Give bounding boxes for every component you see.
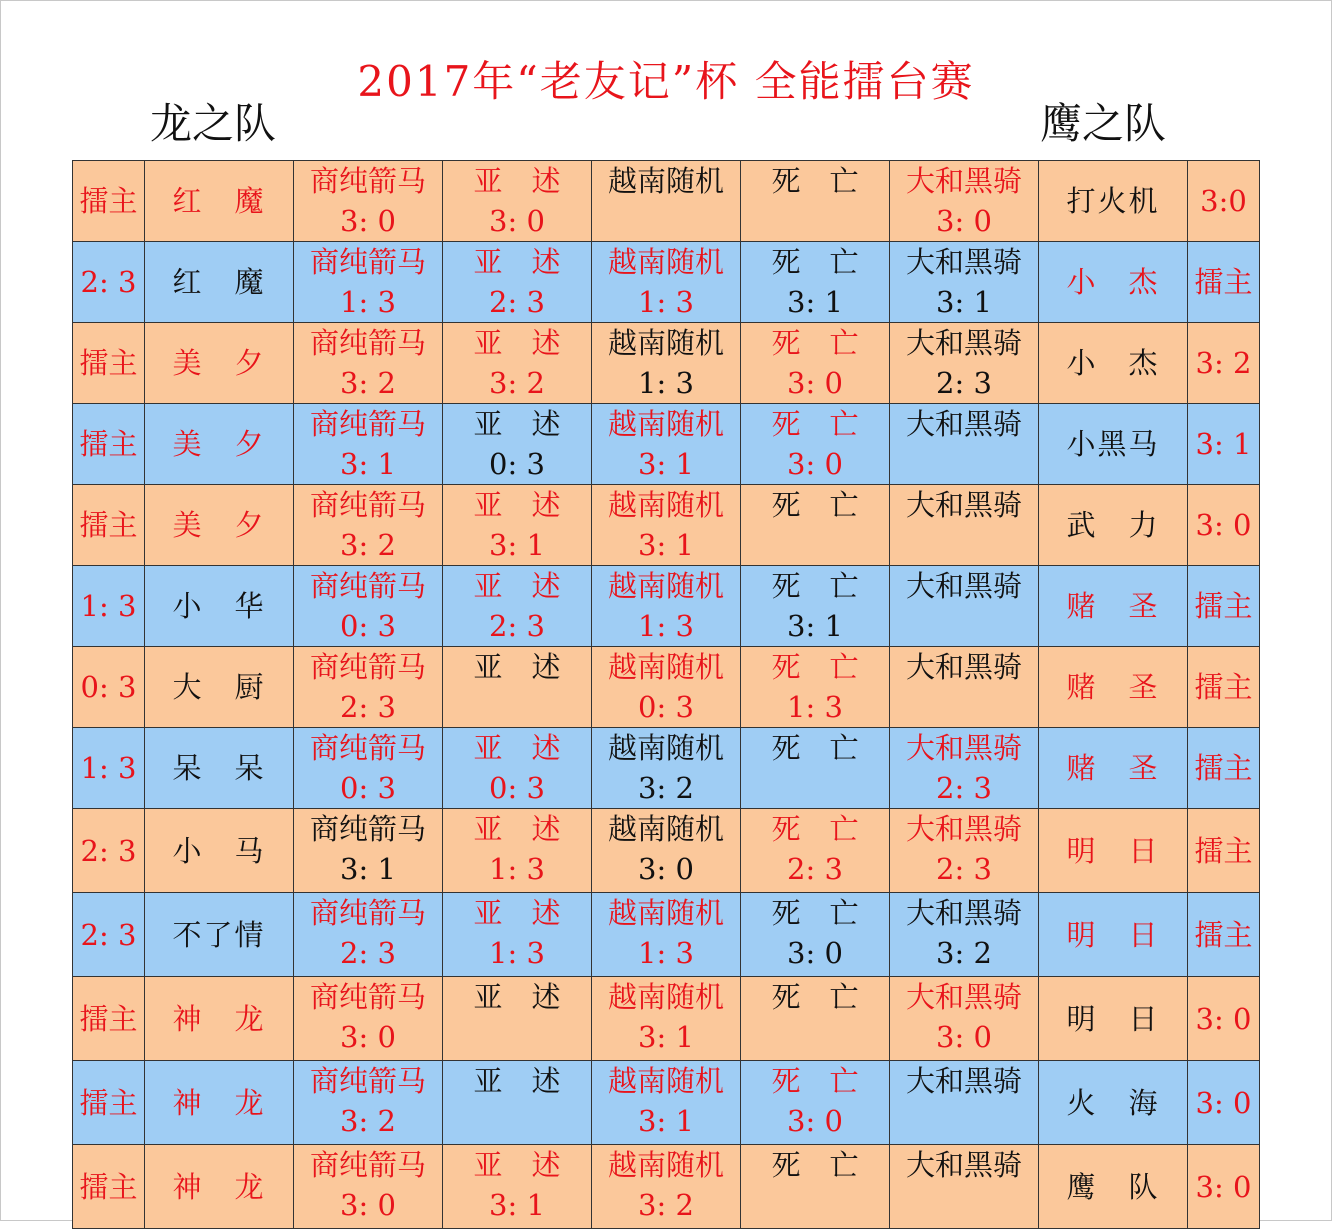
game-cell [741,977,890,1061]
page-title: 2017年“老友记”杯 全能擂台赛 [357,57,975,106]
match-table-body [73,161,1260,1229]
game-score: 3: 0 [340,1188,396,1222]
game-cell [890,323,1039,404]
game-cell [741,728,890,809]
game-cell [443,893,592,977]
game-cell [592,1061,741,1145]
game-name: 大和黑骑 [905,731,1022,765]
left-player-cell: 神 龙 [145,977,294,1061]
table-row [73,242,1260,323]
game-name: 死 亡 [771,980,859,1014]
game-score: 0: 3 [340,771,396,805]
game-cell [443,977,592,1061]
right-player-cell: 赌 圣 [1039,728,1188,809]
game-name: 死 亡 [771,1064,859,1098]
game-score: 3: 1 [787,285,843,319]
game-name: 越南随机 [607,245,724,279]
left-player-cell: 神 龙 [145,1061,294,1145]
game-score: 3: 1 [638,528,694,562]
right-result-cell: 擂主 [1188,809,1260,893]
game-name: 商纯箭马 [309,896,426,930]
game-cell [741,1061,890,1145]
game-cell [592,566,741,647]
game-cell [443,647,592,728]
right-player-cell: 明 日 [1039,977,1188,1061]
game-name: 商纯箭马 [309,407,426,441]
game-score: 1: 3 [638,609,694,643]
game-cell [592,893,741,977]
game-score: 1: 3 [638,366,694,400]
game-name: 死 亡 [771,812,859,846]
left-player-cell: 红 魔 [145,242,294,323]
left-player-cell: 呆 呆 [145,728,294,809]
game-cell [443,323,592,404]
game-cell [443,566,592,647]
game-score: 3: 0 [638,852,694,886]
left-player-cell: 小 马 [145,809,294,893]
game-name: 亚 述 [473,164,561,198]
right-player-cell: 打火机 [1039,161,1188,242]
left-player-cell: 小 华 [145,566,294,647]
game-score: 3: 0 [936,204,992,238]
game-name: 死 亡 [771,569,859,603]
left-result-cell: 擂主 [73,161,145,242]
game-name: 越南随机 [607,488,724,522]
left-player-cell: 美 夕 [145,323,294,404]
game-score: 2: 3 [489,285,545,319]
table-row [73,728,1260,809]
game-score: 3: 1 [489,528,545,562]
game-name: 越南随机 [607,407,724,441]
game-cell [890,161,1039,242]
table-row [73,977,1260,1061]
game-name: 亚 述 [473,407,561,441]
game-cell [890,1145,1039,1229]
game-name: 商纯箭马 [309,488,426,522]
left-team-name: 龙之队 [150,99,277,148]
game-score: 1: 3 [340,285,396,319]
game-name: 亚 述 [473,245,561,279]
right-player-cell: 赌 圣 [1039,566,1188,647]
game-cell [741,485,890,566]
game-score: 0: 3 [489,447,545,481]
game-score: 3: 2 [936,936,992,970]
table-row [73,1145,1260,1229]
game-cell [443,242,592,323]
right-player-cell: 火 海 [1039,1061,1188,1145]
game-name: 大和黑骑 [905,326,1022,360]
game-name: 亚 述 [473,812,561,846]
right-player-cell: 赌 圣 [1039,647,1188,728]
game-name: 亚 述 [473,1148,561,1182]
game-name: 大和黑骑 [905,1064,1022,1098]
game-cell [890,566,1039,647]
game-score: 3: 1 [340,447,396,481]
game-name: 大和黑骑 [905,650,1022,684]
left-result-cell: 1: 3 [73,728,145,809]
left-result-cell: 1: 3 [73,566,145,647]
game-name: 亚 述 [473,488,561,522]
game-cell [592,977,741,1061]
game-name: 亚 述 [473,569,561,603]
game-name: 亚 述 [473,650,561,684]
game-score: 3: 1 [638,447,694,481]
game-cell [741,647,890,728]
game-name: 大和黑骑 [905,1148,1022,1182]
right-result-cell: 3: 0 [1188,977,1260,1061]
game-name: 越南随机 [607,896,724,930]
left-result-cell: 擂主 [73,404,145,485]
game-score: 2: 3 [936,852,992,886]
game-name: 大和黑骑 [905,896,1022,930]
right-result-cell: 3: 0 [1188,485,1260,566]
table-row [73,647,1260,728]
game-cell [741,1145,890,1229]
game-name: 商纯箭马 [309,650,426,684]
game-cell [294,728,443,809]
game-cell [294,647,443,728]
game-score: 3: 1 [787,609,843,643]
game-name: 大和黑骑 [905,164,1022,198]
game-cell [294,485,443,566]
table-row [73,323,1260,404]
game-cell [592,728,741,809]
game-cell [443,1061,592,1145]
game-score: 3: 2 [340,366,396,400]
game-score: 2: 3 [936,771,992,805]
game-cell [741,404,890,485]
game-cell [890,242,1039,323]
right-result-cell: 擂主 [1188,893,1260,977]
table-row [73,404,1260,485]
game-cell [890,1061,1039,1145]
left-result-cell: 擂主 [73,1061,145,1145]
game-score: 2: 3 [936,366,992,400]
game-name: 越南随机 [607,731,724,765]
table-row [73,485,1260,566]
game-name: 大和黑骑 [905,569,1022,603]
game-score: 3: 0 [787,1104,843,1138]
game-cell [592,809,741,893]
game-score: 3: 2 [340,1104,396,1138]
game-name: 商纯箭马 [309,245,426,279]
table-row [73,809,1260,893]
game-cell [294,566,443,647]
right-result-cell: 3: 0 [1188,1061,1260,1145]
game-cell [890,809,1039,893]
game-name: 亚 述 [473,731,561,765]
left-result-cell: 擂主 [73,485,145,566]
game-score: 3: 0 [787,366,843,400]
left-result-cell: 2: 3 [73,809,145,893]
game-name: 越南随机 [607,980,724,1014]
game-cell [890,485,1039,566]
right-result-cell: 3: 1 [1188,404,1260,485]
game-name: 商纯箭马 [309,164,426,198]
game-score: 3: 1 [340,852,396,886]
table-row [73,1061,1260,1145]
game-score: 0: 3 [340,609,396,643]
right-result-cell: 擂主 [1188,647,1260,728]
game-name: 亚 述 [473,326,561,360]
game-cell [294,977,443,1061]
game-cell [294,893,443,977]
right-player-cell: 小 杰 [1039,242,1188,323]
game-name: 死 亡 [771,164,859,198]
game-score: 3: 0 [340,1020,396,1054]
game-name: 商纯箭马 [309,980,426,1014]
game-name: 死 亡 [771,488,859,522]
game-name: 亚 述 [473,980,561,1014]
game-cell [294,242,443,323]
game-cell [443,161,592,242]
game-name: 死 亡 [771,245,859,279]
game-score: 0: 3 [489,771,545,805]
game-cell [741,809,890,893]
game-name: 越南随机 [607,1064,724,1098]
game-cell [741,893,890,977]
game-cell [592,242,741,323]
game-cell [741,242,890,323]
left-result-cell: 0: 3 [73,647,145,728]
table-row [73,893,1260,977]
left-player-cell: 美 夕 [145,485,294,566]
game-cell [592,161,741,242]
game-cell [443,809,592,893]
right-player-cell: 明 日 [1039,809,1188,893]
game-cell [294,1145,443,1229]
right-result-cell: 擂主 [1188,728,1260,809]
game-cell [741,566,890,647]
left-result-cell: 擂主 [73,977,145,1061]
right-result-cell: 3: 2 [1188,323,1260,404]
game-cell [443,404,592,485]
left-player-cell: 美 夕 [145,404,294,485]
game-cell [741,323,890,404]
game-name: 亚 述 [473,1064,561,1098]
game-score: 2: 3 [787,852,843,886]
game-cell [294,809,443,893]
left-result-cell: 2: 3 [73,242,145,323]
game-score: 1: 3 [787,690,843,724]
right-team-name: 鹰之队 [1040,99,1167,148]
game-score: 3: 2 [638,771,694,805]
game-name: 大和黑骑 [905,980,1022,1014]
game-cell [741,161,890,242]
game-cell [443,485,592,566]
game-score: 3: 0 [489,204,545,238]
game-cell [592,404,741,485]
match-table [72,160,1260,1229]
right-player-cell: 明 日 [1039,893,1188,977]
game-cell [890,647,1039,728]
left-player-cell: 神 龙 [145,1145,294,1229]
game-name: 商纯箭马 [309,1148,426,1182]
game-score: 2: 3 [340,690,396,724]
left-result-cell: 擂主 [73,1145,145,1229]
game-score: 3: 0 [936,1020,992,1054]
game-cell [890,404,1039,485]
table-row [73,161,1260,242]
game-score: 3: 0 [787,936,843,970]
game-score: 0: 3 [638,690,694,724]
right-player-cell: 武 力 [1039,485,1188,566]
game-score: 3: 1 [936,285,992,319]
game-name: 大和黑骑 [905,407,1022,441]
game-name: 越南随机 [607,812,724,846]
game-name: 越南随机 [607,164,724,198]
game-name: 死 亡 [771,407,859,441]
game-score: 3: 2 [638,1188,694,1222]
game-name: 亚 述 [473,896,561,930]
game-score: 1: 3 [489,936,545,970]
game-cell [890,893,1039,977]
right-result-cell: 擂主 [1188,242,1260,323]
game-name: 死 亡 [771,731,859,765]
game-name: 大和黑骑 [905,245,1022,279]
right-result-cell: 擂主 [1188,566,1260,647]
right-result-cell: 3:0 [1188,161,1260,242]
game-name: 大和黑骑 [905,488,1022,522]
game-name: 商纯箭马 [309,1064,426,1098]
game-name: 死 亡 [771,326,859,360]
game-score: 1: 3 [638,936,694,970]
game-cell [592,485,741,566]
game-cell [294,1061,443,1145]
game-cell [592,323,741,404]
left-player-cell: 不了情 [145,893,294,977]
game-cell [443,728,592,809]
game-score: 3: 1 [489,1188,545,1222]
table-row [73,566,1260,647]
game-score: 1: 3 [489,852,545,886]
right-player-cell: 小 杰 [1039,323,1188,404]
game-score: 1: 3 [638,285,694,319]
game-cell [592,647,741,728]
game-name: 商纯箭马 [309,812,426,846]
game-score: 2: 3 [489,609,545,643]
game-name: 商纯箭马 [309,569,426,603]
game-name: 商纯箭马 [309,326,426,360]
game-score: 3: 2 [340,528,396,562]
right-player-cell: 小黑马 [1039,404,1188,485]
left-player-cell: 大 厨 [145,647,294,728]
game-cell [890,977,1039,1061]
game-score: 3: 0 [787,447,843,481]
game-name: 死 亡 [771,896,859,930]
game-name: 商纯箭马 [309,731,426,765]
game-cell [592,1145,741,1229]
right-player-cell: 鹰 队 [1039,1145,1188,1229]
left-result-cell: 擂主 [73,323,145,404]
game-score: 3: 0 [340,204,396,238]
game-score: 3: 2 [489,366,545,400]
game-cell [890,728,1039,809]
right-result-cell: 3: 0 [1188,1145,1260,1229]
game-score: 3: 1 [638,1104,694,1138]
game-name: 死 亡 [771,1148,859,1182]
game-name: 越南随机 [607,1148,724,1182]
game-cell [294,323,443,404]
left-result-cell: 2: 3 [73,893,145,977]
game-cell [294,404,443,485]
game-cell [294,161,443,242]
game-name: 死 亡 [771,650,859,684]
game-name: 越南随机 [607,326,724,360]
game-name: 大和黑骑 [905,812,1022,846]
game-score: 3: 1 [638,1020,694,1054]
game-name: 越南随机 [607,650,724,684]
game-name: 越南随机 [607,569,724,603]
game-score: 2: 3 [340,936,396,970]
left-player-cell: 红 魔 [145,161,294,242]
game-cell [443,1145,592,1229]
